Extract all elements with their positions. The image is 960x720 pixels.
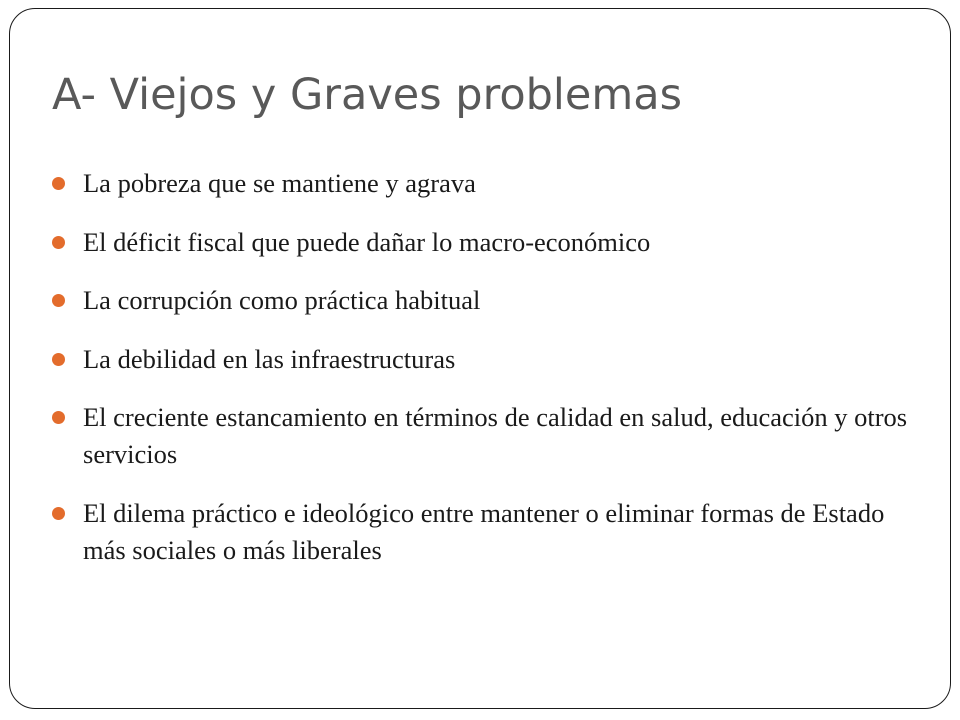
slide-title: A- Viejos y Graves problemas [52, 70, 682, 120]
bullet-item [52, 282, 922, 319]
bullet-dot-icon [52, 236, 65, 249]
bullet-item [52, 224, 922, 261]
bullet-text: La pobreza que se mantiene y agrava [83, 168, 476, 198]
bullet-dot-icon [52, 353, 65, 366]
bullet-dot-icon [52, 294, 65, 307]
bullet-item [52, 495, 922, 569]
bullet-text: La debilidad en las infraestructuras [83, 343, 456, 374]
bullet-text: El déficit fiscal que puede dañar lo macro-económico [83, 226, 651, 257]
bullet-item [52, 165, 922, 202]
bullet-item [52, 341, 922, 378]
bullet-text: El creciente estancamiento en términos de calidad en salud, educación y otros servicios [83, 402, 908, 469]
bullet-text: El dilema práctico e ideológico entre mantener o eliminar formas de Estado más sociales o más liberales [83, 497, 885, 565]
bullet-list [52, 165, 922, 590]
bullet-dot-icon [52, 411, 65, 424]
bullet-dot-icon [52, 177, 65, 190]
bullet-item [52, 399, 922, 473]
bullet-dot-icon [52, 507, 65, 520]
bullet-text: La corrupción como práctica habitual [83, 285, 481, 315]
